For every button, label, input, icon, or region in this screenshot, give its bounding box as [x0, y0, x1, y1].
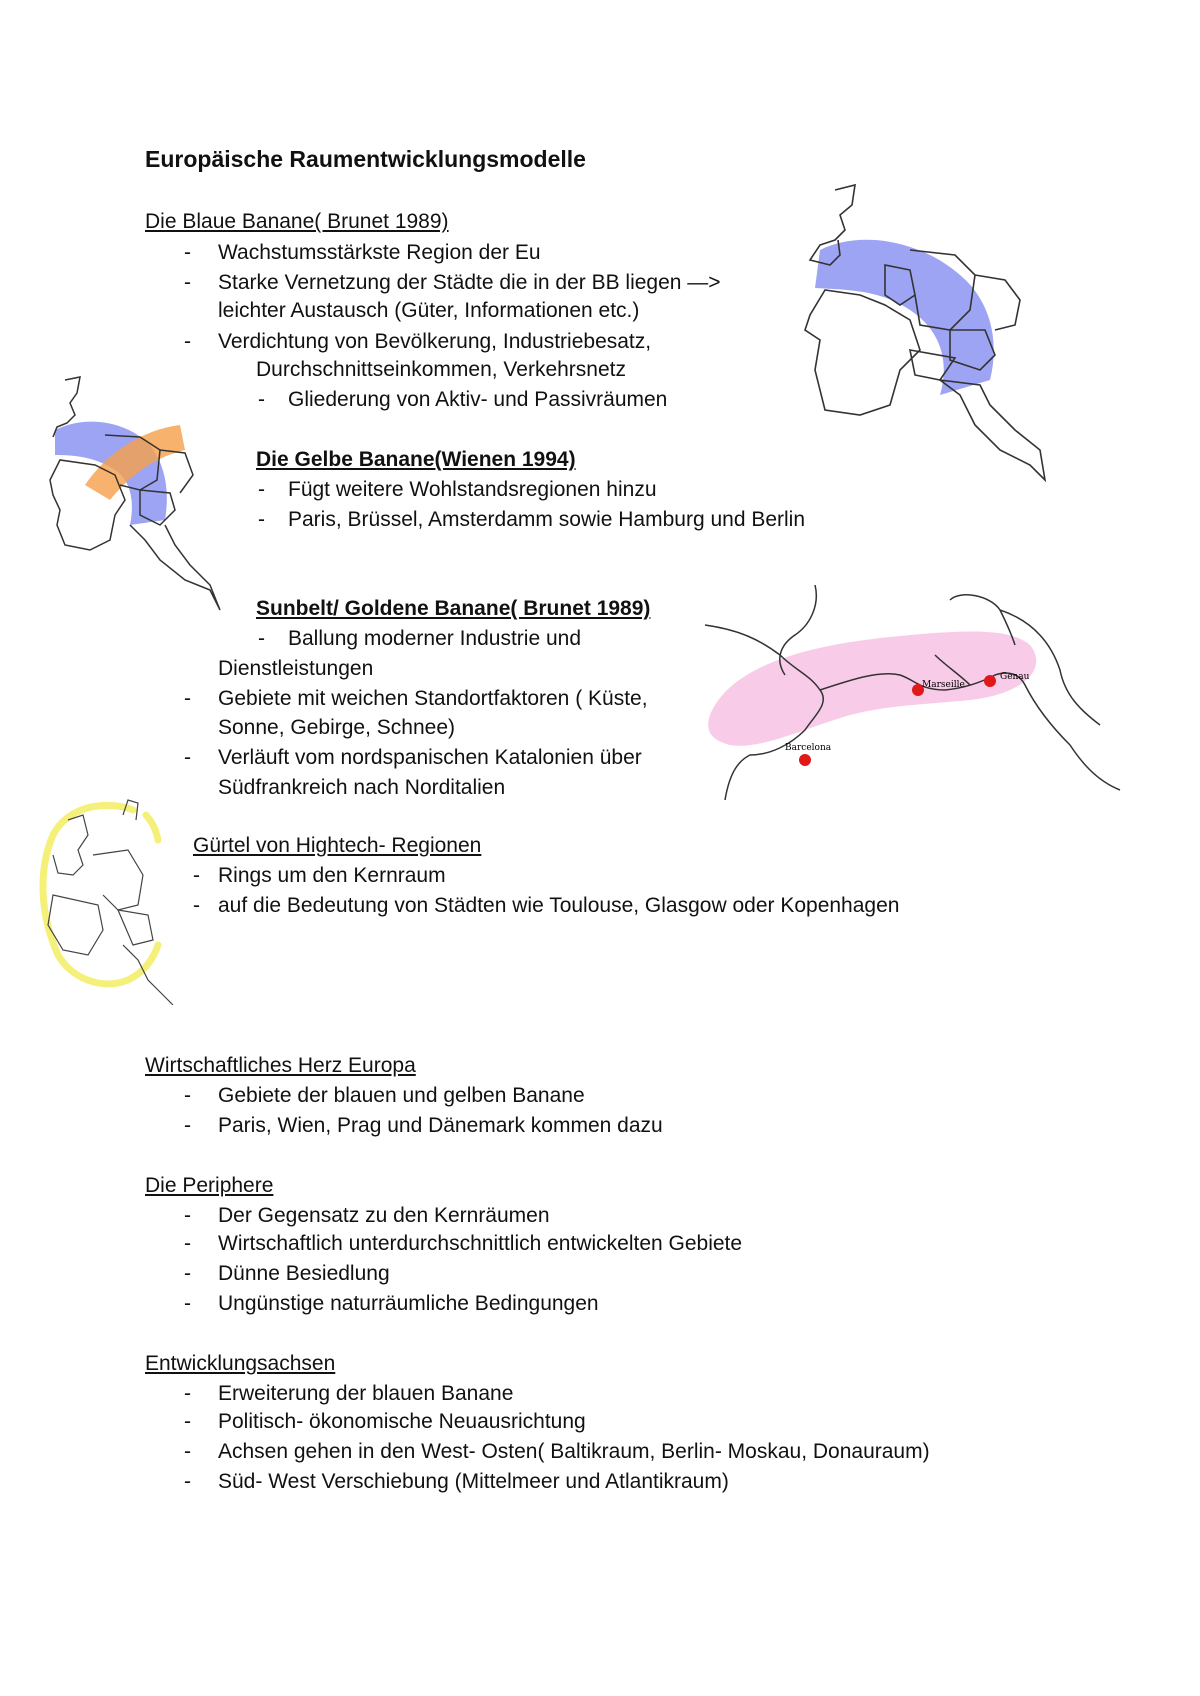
blue-banana-heading: Die Blaue Banane( Brunet 1989): [145, 210, 449, 233]
bullet-dash: -: [258, 478, 265, 501]
blue-bullet-3-line-1: Verdichtung von Bevölkerung, Industriebesatz,: [218, 330, 652, 353]
sunbelt-bullet-2-line-1: Gebiete mit weichen Standortfaktoren ( Küste,: [218, 687, 648, 710]
sunbelt-bullet-3-line-2: Südfrankreich nach Norditalien: [218, 776, 506, 799]
bullet-dash: -: [258, 388, 265, 411]
blue-bullet-4: Gliederung von Aktiv- und Passivräumen: [288, 388, 668, 411]
hightech-bullet-2: auf die Bedeutung von Städten wie Toulouse, Glasgow oder Kopenhagen: [218, 894, 900, 917]
yellow-bullet-2: Paris, Brüssel, Amsterdamm sowie Hamburg und Berlin: [288, 508, 806, 531]
achsen-bullet-2: Politisch- ökonomische Neuausrichtung: [218, 1410, 586, 1433]
yellow-bullet-1: Fügt weitere Wohlstandsregionen hinzu: [288, 478, 657, 501]
hightech-heading: Gürtel von Hightech- Regionen: [193, 834, 482, 857]
yellow-banana-heading: Die Gelbe Banane(Wienen 1994): [256, 448, 576, 471]
sunbelt-map: [700, 585, 1130, 815]
bullet-dash: -: [184, 241, 191, 264]
bullet-dash: -: [184, 1440, 191, 1463]
blue-yellow-banana-map: [45, 375, 235, 615]
hightech-belt-map: [28, 795, 178, 1005]
blue-bullet-2-line-2: leichter Austausch (Güter, Informationen etc.): [218, 299, 640, 322]
genua-dot: [984, 675, 996, 687]
sunbelt-bullet-2-line-2: Sonne, Gebirge, Schnee): [218, 716, 455, 739]
marseille-label: Marseille: [922, 680, 965, 690]
achsen-heading: Entwicklungsachsen: [145, 1352, 336, 1375]
country-borders: [805, 185, 1045, 480]
bullet-dash: -: [184, 330, 191, 353]
blue-bullet-2-line-1: Starke Vernetzung der Städte die in der BB liegen —>: [218, 271, 721, 294]
peri-bullet-3: Dünne Besiedlung: [218, 1262, 390, 1285]
sunbelt-bullet-1-line-1: Ballung moderner Industrie und: [288, 627, 582, 650]
bullet-dash: -: [184, 1114, 191, 1137]
bullet-dash: -: [184, 746, 191, 769]
sunbelt-bullet-1-line-2: Dienstleistungen: [218, 657, 374, 680]
barcelona-dot: [799, 754, 811, 766]
bullet-dash: -: [184, 1470, 191, 1493]
achsen-bullet-1: Erweiterung der blauen Banane: [218, 1382, 514, 1405]
achsen-bullet-4: Süd- West Verschiebung (Mittelmeer und Atlantikraum): [218, 1470, 729, 1493]
hightech-bullet-1: Rings um den Kernraum: [218, 864, 446, 887]
bullet-dash: -: [184, 1382, 191, 1405]
bullet-dash: -: [258, 508, 265, 531]
bullet-dash: -: [184, 1232, 191, 1255]
peripherie-heading: Die Periphere: [145, 1174, 274, 1197]
bullet-dash: -: [184, 1084, 191, 1107]
bullet-dash: -: [258, 627, 265, 650]
achsen-bullet-3: Achsen gehen in den West- Osten( Baltikraum, Berlin- Moskau, Donauraum): [218, 1440, 930, 1463]
herz-bullet-1: Gebiete der blauen und gelben Banane: [218, 1084, 585, 1107]
blue-bullet-1: Wachstumsstärkste Region der Eu: [218, 241, 541, 264]
peri-bullet-2: Wirtschaftlich unterdurchschnittlich entwickelten Gebiete: [218, 1232, 743, 1255]
genua-label: Genau: [1000, 672, 1030, 682]
bullet-dash: -: [193, 864, 200, 887]
herz-bullet-2: Paris, Wien, Prag und Dänemark kommen dazu: [218, 1114, 663, 1137]
peri-bullet-1: Der Gegensatz zu den Kernräumen: [218, 1204, 550, 1227]
sunbelt-bullet-3-line-1: Verläuft vom nordspanischen Katalonien über: [218, 746, 642, 769]
bullet-dash: -: [184, 1204, 191, 1227]
bullet-dash: -: [184, 687, 191, 710]
page-title: Europäische Raumentwicklungsmodelle: [145, 146, 586, 172]
sunbelt-shape: [708, 632, 1036, 746]
barcelona-label: Barcelona: [785, 743, 832, 753]
hightech-ring-shape-upper: [146, 815, 158, 840]
herz-heading: Wirtschaftliches Herz Europa: [145, 1054, 416, 1077]
bullet-dash: -: [184, 271, 191, 294]
bullet-dash: -: [184, 1410, 191, 1433]
hightech-ring-shape: [43, 805, 158, 984]
bullet-dash: -: [184, 1292, 191, 1315]
blue-bullet-3-line-2: Durchschnittseinkommen, Verkehrsnetz: [256, 358, 626, 381]
peri-bullet-4: Ungünstige naturräumliche Bedingungen: [218, 1292, 599, 1315]
bullet-dash: -: [184, 1262, 191, 1285]
sunbelt-heading: Sunbelt/ Goldene Banane( Brunet 1989): [256, 597, 651, 620]
bullet-dash: -: [193, 894, 200, 917]
blue-banana-map: [800, 180, 1050, 485]
